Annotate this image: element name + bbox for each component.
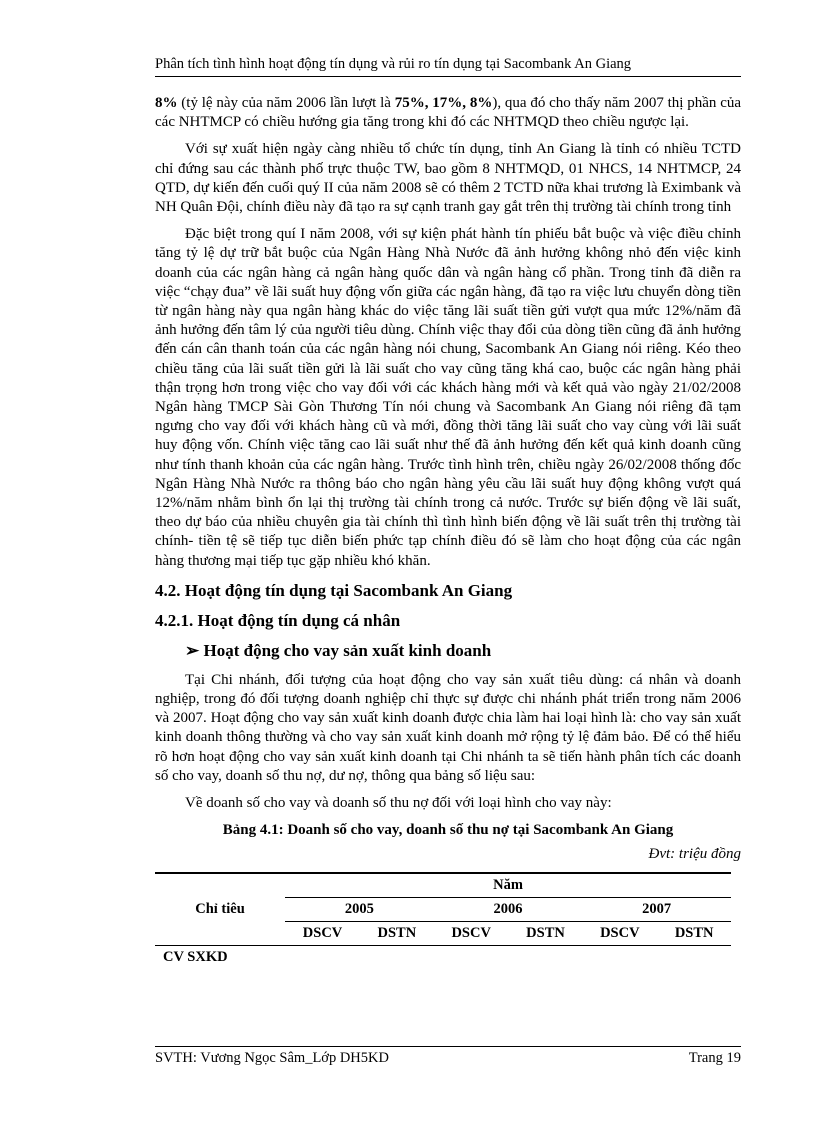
- subcol-header: DSTN: [360, 922, 434, 946]
- subcol-header: DSCV: [285, 922, 360, 946]
- footer-author: SVTH: Vương Ngọc Sâm_Lớp DH5KD: [155, 1050, 389, 1066]
- table-cell: [360, 946, 434, 970]
- arrow-bullet-icon: ➢: [185, 640, 200, 660]
- year-header: 2006: [434, 897, 583, 921]
- bold-percentages: 75%, 17%, 8%: [394, 95, 493, 111]
- table-cell: [434, 946, 509, 970]
- year-header: 2005: [285, 897, 434, 921]
- year-header: 2007: [582, 897, 731, 921]
- table-cell: [582, 946, 657, 970]
- paragraph-text: (tỷ lệ này của năm 2006 lần lượt là: [177, 95, 395, 111]
- bullet-heading-text: Hoạt động cho vay sản xuất kinh doanh: [203, 640, 492, 660]
- row-label: CV SXKD: [163, 949, 228, 966]
- page-footer: [155, 1046, 741, 1067]
- bullet-heading: [185, 639, 741, 663]
- paragraph-interest-rates: Đặc biệt trong quí I năm 2008, với sự kiện phát hành tín phiếu bắt buộc và việc điều chỉnh tăng tỷ lệ dự trữ bắt buộc của Ngân Hàng Nhà Nước đã ảnh hưởng không nhỏ đến việc kinh doanh của các ngân hàng cả ngân hàng quốc dân và ngân hàng cổ phần. Trong tỉnh đã diễn ra việc “chạy đua” về lãi suất huy động vốn giữa các ngân hàng, đã tạo ra việc lưu chuyển dòng tiền từ ngân hàng này qua ngân hàng khác do việc tăng lãi suất tiền gửi vượt qua mức 12%/năm đã ảnh hưởng đến tâm lý của người tiêu dùng. Chính việc thay đổi của dòng tiền cũng đã ảnh hưởng đến cán cân thanh toán của các ngân hàng nói chung, Sacombank An Giang nói riêng. Kéo theo chiều tăng của lãi suất tiền gửi là lãi suất cho vay cũng tăng khá cao, buộc các ngân hàng phải thận trọng hơn trong việc cho vay đối với các khách hàng mới và kết quả vào ngày 21/02/2008 Ngân hàng TMCP Sài Gòn Thương Tín nói chung và Sacombank An Giang nói riêng đã tạm ngưng cho vay đối với khách hàng cũ và mới, đồng thời tăng lãi suất cho vay cùng với lãi suất huy động vốn. Chính việc tăng cao lãi suất như thế đã ảnh hưởng đến kết quả kinh doanh cũng như tính thanh khoản của các ngân hàng. Trước tình hình trên, chiều ngày 26/02/2008 thống đốc Ngân Hàng Nhà Nước ra thông báo cho ngân hàng yêu cầu lãi suất huy động không vượt quá 12%/năm nhằm bình ổn lại thị trường tài chính trong cả nước. Trước sự biến động về lãi suất, theo dự báo của nhiều chuyên gia tài chính thì tình hình biến động về lãi suất trên thị trường tài chính- tiền tệ sẽ tiếp tục diễn biến phức tạp chính điều đó sẽ làm cho hoạt động của các ngân hàng thương mại tiếp tục gặp nhiều khó khăn.: [155, 226, 741, 569]
- subcol-header: DSTN: [509, 922, 583, 946]
- year-group-header: Năm: [285, 873, 731, 898]
- subcol-header: DSCV: [434, 922, 509, 946]
- section-heading-4-2-1: 4.2.1. Hoạt động tín dụng cá nhân: [155, 610, 401, 630]
- table-cell: [285, 946, 360, 970]
- subcol-header: DSTN: [657, 922, 731, 946]
- table-row: [155, 946, 731, 970]
- paragraph-market-share: [155, 94, 741, 132]
- row-header-cell: Chỉ tiêu: [155, 873, 285, 946]
- table-cell: [509, 946, 583, 970]
- bold-percent: 8%: [155, 95, 178, 111]
- paragraph-text: ), qua đó cho thấy năm 2007 thị phần của các NHTMCP có chiều hướng gia tăng trong khi đó các NHTMQD theo chiều ngược lại.: [155, 95, 742, 131]
- section-heading-4-2: 4.2. Hoạt động tín dụng tại Sacombank An Giang: [155, 580, 513, 600]
- table-cell: [657, 946, 731, 970]
- table-title: Bảng 4.1: Doanh số cho vay, doanh số thu nợ tại Sacombank An Giang: [222, 822, 674, 839]
- page-header: Phân tích tình hình hoạt động tín dụng và rủi ro tín dụng tại Sacombank An Giang: [155, 56, 741, 77]
- paragraph-credit-institutions: Với sự xuất hiện ngày càng nhiều tổ chức tín dụng, tỉnh An Giang là tỉnh có nhiều TCTD chỉ đứng sau các thành phố trực thuộc TW, bao gồm 8 NHTMQD, 01 NHCS, 14 NHTMCP, 24 QTD, dự kiến đến cuối quý II của năm 2008 sẽ có thêm 2 TCTD nữa khai trương là Eximbank và NH Quân Đội, chính điều này đã tạo ra sự cạnh tranh gay gắt trên thị trường tài chính trong tỉnh: [155, 141, 741, 216]
- paragraph-table-intro: Về doanh số cho vay và doanh số thu nợ đối với loại hình cho vay này:: [185, 795, 612, 812]
- page-content: [155, 94, 741, 970]
- data-table: [155, 872, 731, 970]
- paragraph-business-lending: Tại Chi nhánh, đối tượng của hoạt động cho vay sản xuất tiêu dùng: cá nhân và doanh nghiệp, trong đó đối tượng doanh nghiệp chỉ thực sự được chi nhánh phát triển trong năm 2006 và 2007. Hoạt động cho vay sản xuất kinh doanh được chia làm hai loại hình là: cho vay sản xuất kinh doanh thông thường và cho vay sản xuất kinh doanh mở rộng tỷ lệ đảm bảo. Để có thể hiểu rõ hơn hoạt động cho vay sản xuất kinh doanh tại Chi nhánh ta sẽ tiến hành phân tích các doanh số cho vay, doanh số thu nợ, dư nợ, thông qua bảng số liệu sau:: [155, 671, 741, 784]
- table-unit: Đvt: triệu đồng: [648, 845, 741, 862]
- subcol-header: DSCV: [582, 922, 657, 946]
- page-number: Trang 19: [688, 1050, 741, 1066]
